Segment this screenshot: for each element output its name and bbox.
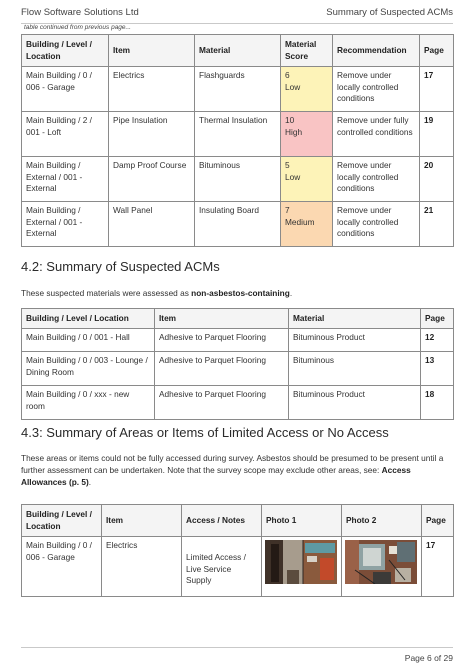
cell-photo-2	[342, 537, 422, 597]
non-acm-table	[21, 308, 454, 420]
cell-score	[281, 67, 333, 112]
table-row	[22, 352, 454, 386]
table-row	[22, 386, 454, 420]
col-item: Item	[109, 35, 195, 67]
cell-page: 17	[420, 67, 454, 112]
table-row	[22, 329, 454, 352]
table-row	[22, 67, 454, 112]
score-label: Low	[285, 81, 301, 92]
col-location: Building / Level / Location	[22, 35, 109, 67]
table-row	[22, 537, 454, 597]
col-access-notes: Access / Notes	[182, 505, 262, 537]
col-material-score: Material Score	[281, 35, 333, 67]
continued-note: table continued from previous page...	[24, 24, 131, 31]
cell-item: Adhesive to Parquet Flooring	[155, 352, 289, 386]
cell-material: Bituminous	[289, 352, 421, 386]
col-page: Page	[421, 309, 454, 329]
score-label: Low	[285, 171, 301, 182]
score-label: Medium	[285, 216, 315, 227]
col-material: Material	[195, 35, 281, 67]
limited-access-table	[21, 504, 454, 597]
cell-recommendation: Remove under locally controlled conditions	[333, 202, 420, 247]
acm-table-header	[22, 35, 454, 67]
col-recommendation: Recommendation	[333, 35, 420, 67]
cell-item: Adhesive to Parquet Flooring	[155, 386, 289, 420]
cell-photo-1	[262, 537, 342, 597]
photo-garage-electrics-1[interactable]	[265, 540, 337, 584]
cell-item: Wall Panel	[109, 202, 195, 247]
section-title: Summary of Suspected ACMs	[326, 7, 453, 18]
table-row	[22, 202, 454, 247]
cell-score	[281, 157, 333, 202]
cell-item: Damp Proof Course	[109, 157, 195, 202]
cell-access-notes: Limited Access / Live Service Supply	[182, 537, 262, 597]
col-photo-1: Photo 1	[262, 505, 342, 537]
section-heading-4-3: 4.3: Summary of Areas or Items of Limited Access or No Access	[21, 425, 389, 440]
cell-material: Bituminous Product	[289, 329, 421, 352]
cell-item: Electrics	[109, 67, 195, 112]
cell-page: 21	[420, 202, 454, 247]
col-item: Item	[102, 505, 182, 537]
col-page: Page	[422, 505, 454, 537]
page-number: Page 6 of 29	[404, 653, 453, 663]
cell-page: 17	[422, 537, 454, 597]
cell-page: 19	[420, 112, 454, 157]
cell-item: Electrics	[102, 537, 182, 597]
cell-item: Pipe Insulation	[109, 112, 195, 157]
non-acm-table-header	[22, 309, 454, 329]
cell-page: 20	[420, 157, 454, 202]
cell-page: 18	[421, 386, 454, 420]
cell-material: Thermal Insulation	[195, 112, 281, 157]
cell-location: Main Building / 0 / xxx - new room	[22, 386, 155, 420]
section-heading-4-2: 4.2: Summary of Suspected ACMs	[21, 259, 220, 274]
cell-location: Main Building / 2 / 001 - Loft	[22, 112, 109, 157]
cell-location: Main Building / 0 / 003 - Lounge / Dining Room	[22, 352, 155, 386]
emphasis-non-asbestos: non-asbestos-containing	[191, 288, 290, 298]
limited-access-table-header	[22, 505, 454, 537]
cell-location: Main Building / 0 / 006 - Garage	[22, 537, 102, 597]
col-location: Building / Level / Location	[22, 309, 155, 329]
score-value: 5	[285, 160, 290, 170]
col-photo-2: Photo 2	[342, 505, 422, 537]
cell-page: 13	[421, 352, 454, 386]
page-footer	[21, 647, 453, 663]
table-row	[22, 157, 454, 202]
score-label: High	[285, 126, 303, 137]
cell-page: 12	[421, 329, 454, 352]
cell-score	[281, 112, 333, 157]
photo-garage-electrics-2[interactable]	[345, 540, 417, 584]
col-page: Page	[420, 35, 454, 67]
page-header	[21, 6, 453, 24]
score-value: 6	[285, 70, 290, 80]
access-allowances-link[interactable]: Access Allowances (p. 5)	[21, 465, 411, 487]
acm-table	[21, 34, 454, 247]
cell-recommendation: Remove under locally controlled conditions	[333, 67, 420, 112]
table-row	[22, 112, 454, 157]
col-item: Item	[155, 309, 289, 329]
section-4-2-intro: These suspected materials were assessed as non-asbestos-containing.	[21, 288, 293, 298]
cell-location: Main Building / External / 001 - External	[22, 157, 109, 202]
cell-item: Adhesive to Parquet Flooring	[155, 329, 289, 352]
section-4-3-intro: These areas or items could not be fully accessed during survey. Asbestos should be presumed to be present until a further assessment can be undertaken. Note that the survey scope may exclude other areas, see: Access Allowances (p. 5).	[21, 453, 444, 487]
cell-location: Main Building / 0 / 006 - Garage	[22, 67, 109, 112]
cell-score	[281, 202, 333, 247]
cell-recommendation: Remove under locally controlled conditions	[333, 157, 420, 202]
cell-material: Insulating Board	[195, 202, 281, 247]
cell-location: Main Building / External / 001 - External	[22, 202, 109, 247]
cell-material: Flashguards	[195, 67, 281, 112]
score-value: 10	[285, 115, 295, 125]
cell-material: Bituminous Product	[289, 386, 421, 420]
cell-material: Bituminous	[195, 157, 281, 202]
cell-location: Main Building / 0 / 001 - Hall	[22, 329, 155, 352]
score-value: 7	[285, 205, 290, 215]
col-material: Material	[289, 309, 421, 329]
company-name: Flow Software Solutions Ltd	[21, 7, 139, 18]
col-location: Building / Level / Location	[22, 505, 102, 537]
cell-recommendation: Remove under fully controlled conditions	[333, 112, 420, 157]
